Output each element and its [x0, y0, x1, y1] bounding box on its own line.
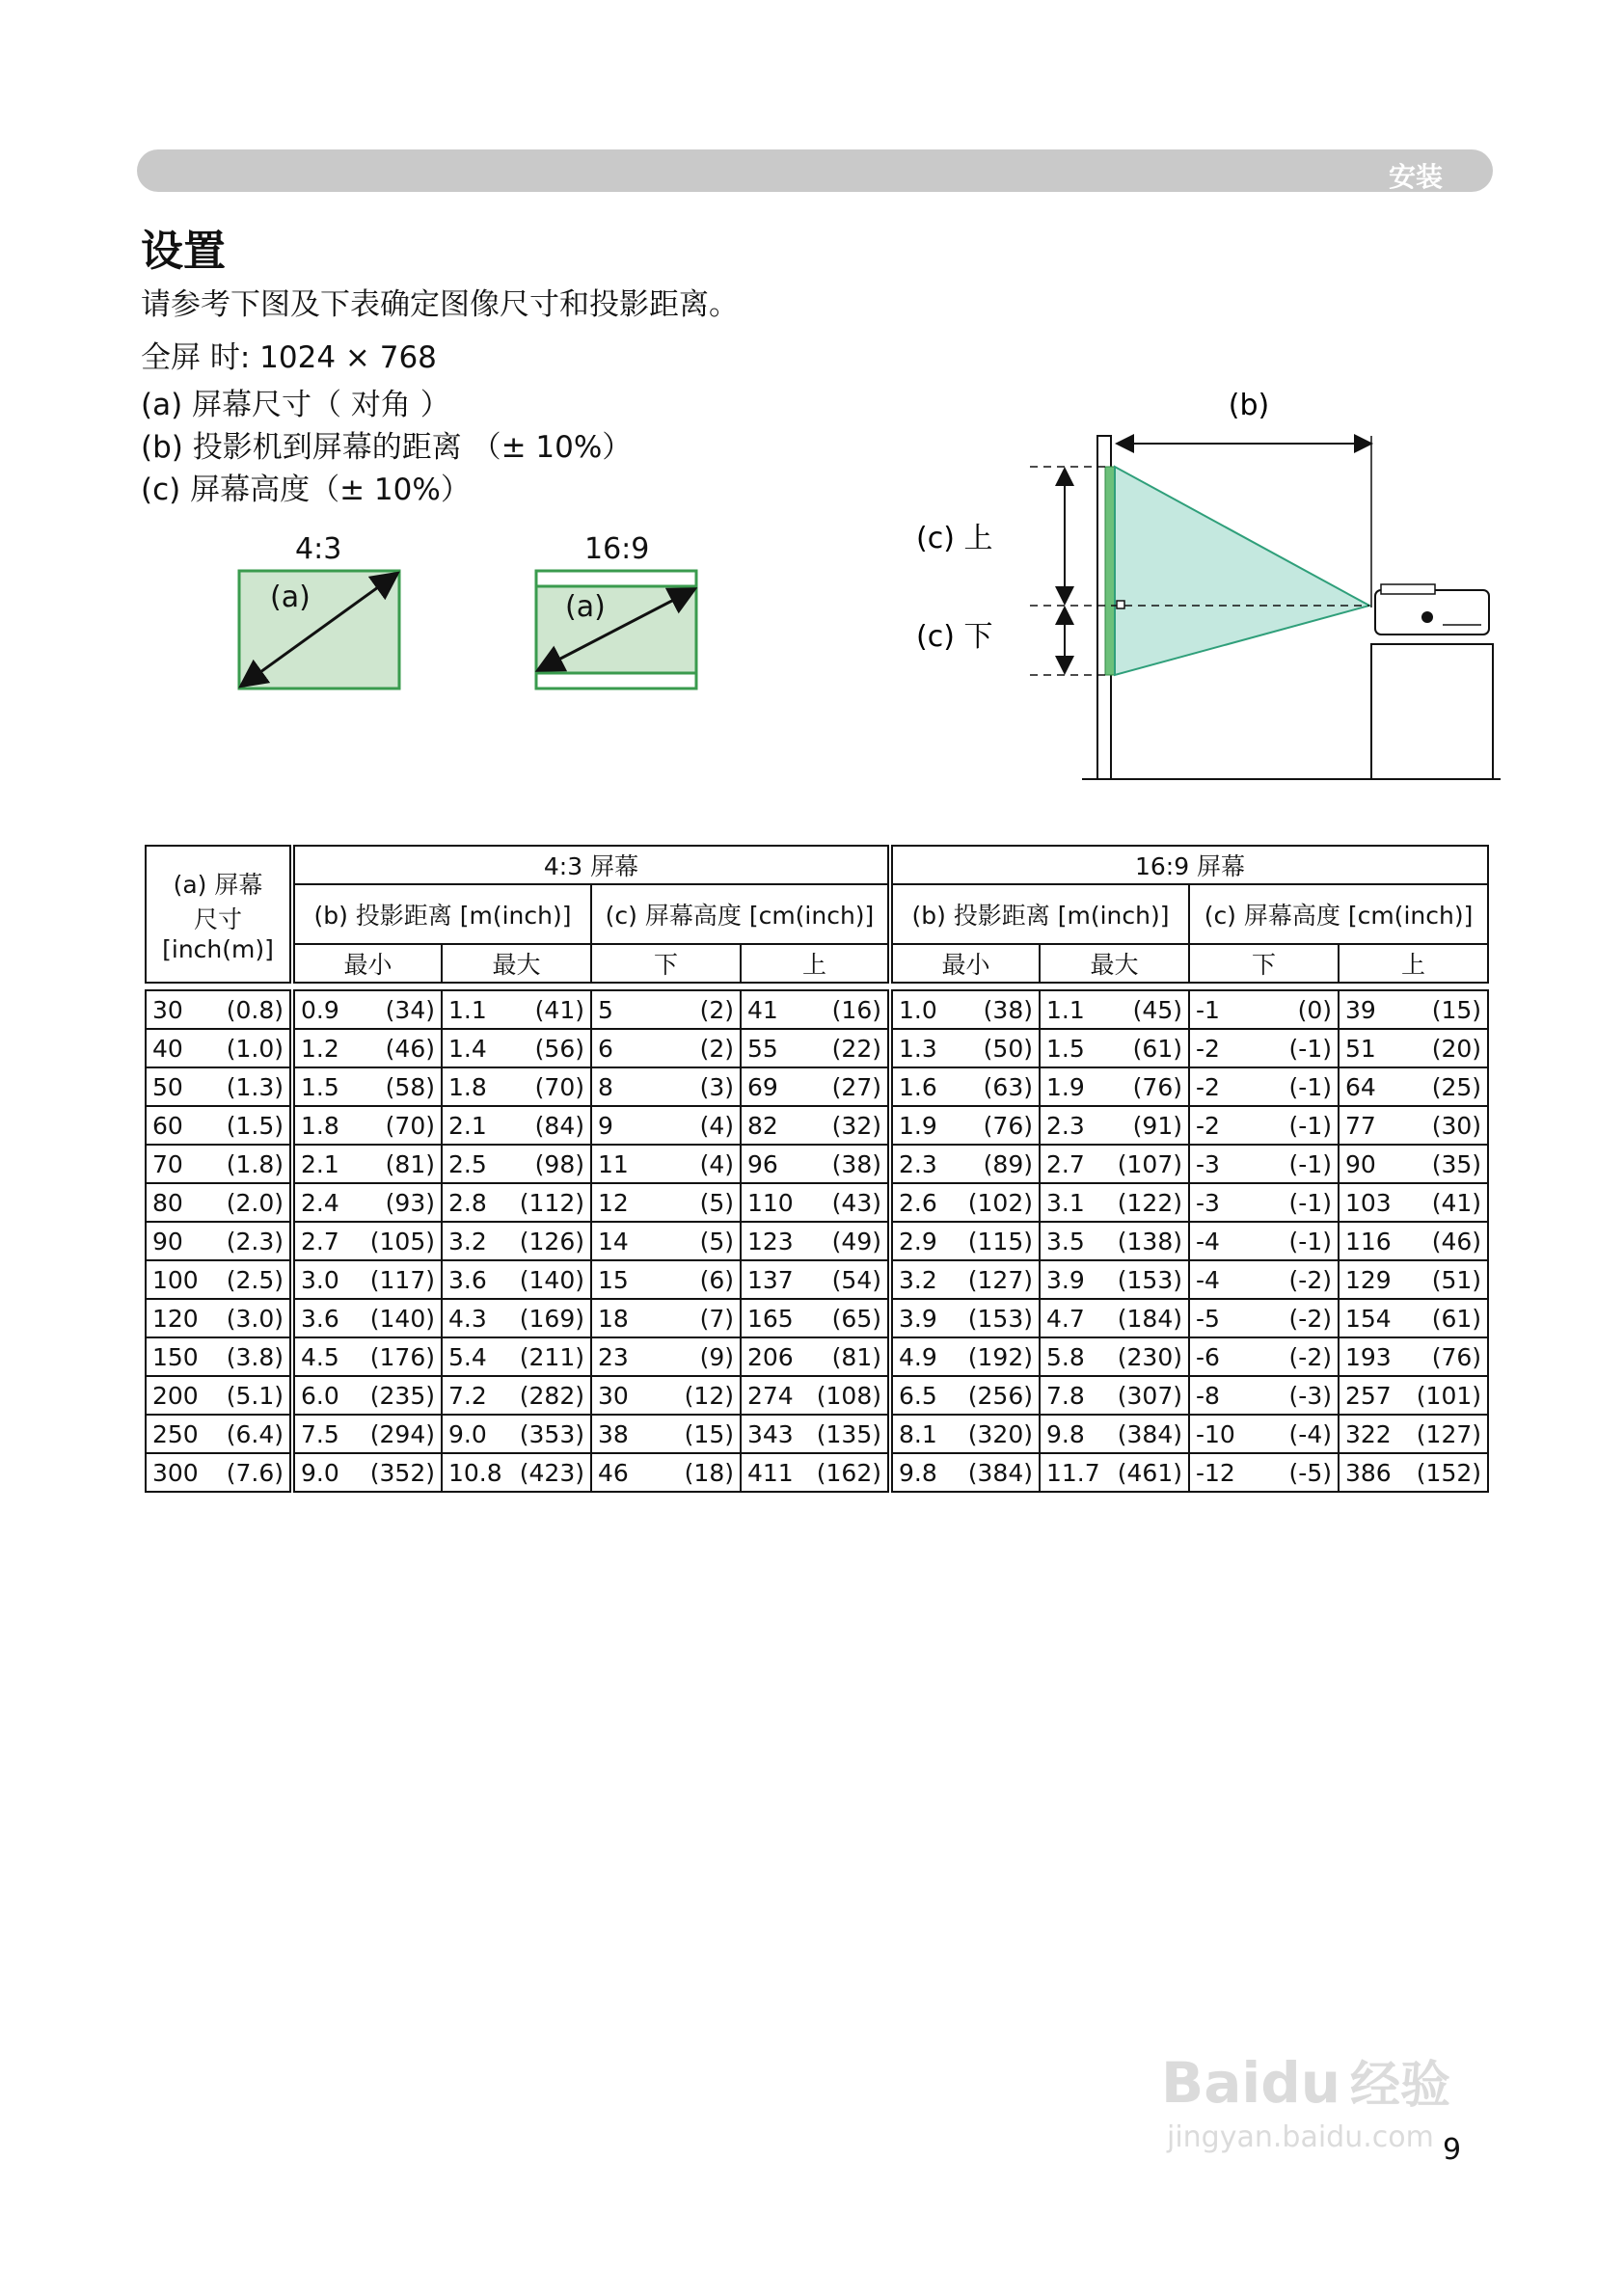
b-label: (b) — [1228, 389, 1270, 422]
aspect-169-diag-label: (a) — [565, 590, 606, 624]
table-cell: 77 (30) — [1339, 1106, 1488, 1145]
col-up: 上 — [741, 944, 890, 983]
table-cell: 30 (12) — [591, 1376, 741, 1415]
table-cell: 2.7 (107) — [1040, 1145, 1189, 1183]
table-cell: 9.0 (353) — [442, 1415, 591, 1453]
table-cell: -5 (-2) — [1189, 1299, 1339, 1337]
table-cell: 137 (54) — [741, 1260, 890, 1299]
table-cell: 1.8 (70) — [442, 1067, 591, 1106]
table-cell: 3.6 (140) — [442, 1260, 591, 1299]
table-cell: -4 (-2) — [1189, 1260, 1339, 1299]
col-down: 下 — [591, 944, 741, 983]
table-cell: 82 (32) — [741, 1106, 890, 1145]
sub-height-43: (c) 屏幕高度 [cm(inch)] — [591, 884, 890, 944]
table-cell: 6.0 (235) — [292, 1376, 442, 1415]
intro-text: 请参考下图及下表确定图像尺寸和投影距离。 — [141, 287, 739, 322]
table-cell: 30 (0.8) — [146, 990, 292, 1029]
table-cell: 100 (2.5) — [146, 1260, 292, 1299]
table-cell: 1.6 (63) — [890, 1067, 1040, 1106]
table-cell: 1.9 (76) — [1040, 1067, 1189, 1106]
table-cell: 9.8 (384) — [890, 1453, 1040, 1492]
table-cell: 2.4 (93) — [292, 1183, 442, 1222]
table-row — [146, 1337, 1488, 1376]
table-cell: 103 (41) — [1339, 1183, 1488, 1222]
baidu-watermark — [1157, 2044, 1524, 2160]
table-row — [146, 1183, 1488, 1222]
table-cell: 60 (1.5) — [146, 1106, 292, 1145]
table-cell: 165 (65) — [741, 1299, 890, 1337]
table-cell: 4.3 (169) — [442, 1299, 591, 1337]
table-cell: 343 (135) — [741, 1415, 890, 1453]
table-cell: -6 (-2) — [1189, 1337, 1339, 1376]
table-cell: 40 (1.0) — [146, 1029, 292, 1067]
table-cell: 257 (101) — [1339, 1376, 1488, 1415]
sub-distance-169: (b) 投影距离 [m(inch)] — [890, 884, 1189, 944]
projection-side-diagram — [868, 386, 1504, 791]
table-cell: -2 (-1) — [1189, 1106, 1339, 1145]
table-cell: 411 (162) — [741, 1453, 890, 1492]
svg-text:Baidu: Baidu — [1161, 2050, 1341, 2116]
table-cell: 1.5 (58) — [292, 1067, 442, 1106]
aspect-43-diag-label: (a) — [270, 580, 311, 614]
table-cell: 2.3 (91) — [1040, 1106, 1189, 1145]
col-down: 下 — [1189, 944, 1339, 983]
table-cell: 1.1 (45) — [1040, 990, 1189, 1029]
page-number: 9 — [1443, 2133, 1462, 2167]
table-cell: -12 (-5) — [1189, 1453, 1339, 1492]
col-min: 最小 — [292, 944, 442, 983]
table-cell: 1.2 (46) — [292, 1029, 442, 1067]
resolution-text: 全屏 时: 1024 × 768 — [141, 340, 437, 375]
table-cell: 51 (20) — [1339, 1029, 1488, 1067]
table-cell: 2.1 (81) — [292, 1145, 442, 1183]
table-row — [146, 1260, 1488, 1299]
table-cell: 322 (127) — [1339, 1415, 1488, 1453]
legend-item-b: (b) 投影机到屏幕的距离 （± 10%） — [141, 430, 633, 465]
table-cell: -10 (-4) — [1189, 1415, 1339, 1453]
legend-item-c: (c) 屏幕高度（± 10%） — [141, 472, 471, 507]
col-max: 最大 — [442, 944, 591, 983]
table-cell: 2.1 (84) — [442, 1106, 591, 1145]
legend-list — [141, 384, 632, 511]
table-cell: 2.3 (89) — [890, 1145, 1040, 1183]
table-cell: 8 (3) — [591, 1067, 741, 1106]
table-cell: 250 (6.4) — [146, 1415, 292, 1453]
table-cell: 7.8 (307) — [1040, 1376, 1189, 1415]
table-cell: 80 (2.0) — [146, 1183, 292, 1222]
table-cell: 3.1 (122) — [1040, 1183, 1189, 1222]
table-cell: -2 (-1) — [1189, 1029, 1339, 1067]
table-cell: 38 (15) — [591, 1415, 741, 1453]
section-header-bar — [137, 149, 1493, 192]
table-cell: 1.0 (38) — [890, 990, 1040, 1029]
table-cell: 18 (7) — [591, 1299, 741, 1337]
table-cell: 3.2 (127) — [890, 1260, 1040, 1299]
c-down-label: (c) 下 — [916, 620, 993, 654]
table-cell: 110 (43) — [741, 1183, 890, 1222]
table-stand — [1371, 644, 1493, 779]
table-cell: 9.8 (384) — [1040, 1415, 1189, 1453]
table-cell: 14 (5) — [591, 1222, 741, 1260]
table-cell: 3.6 (140) — [292, 1299, 442, 1337]
table-cell: 1.8 (70) — [292, 1106, 442, 1145]
table-cell: 2.9 (115) — [890, 1222, 1040, 1260]
table-cell: 116 (46) — [1339, 1222, 1488, 1260]
group-43-header: 4:3 屏幕 — [292, 846, 890, 884]
svg-text:jingyan.baidu.com: jingyan.baidu.com — [1167, 2120, 1434, 2154]
col-min: 最小 — [890, 944, 1040, 983]
table-cell: 4.5 (176) — [292, 1337, 442, 1376]
page-title: 设置 — [141, 227, 226, 276]
table-cell: 3.2 (126) — [442, 1222, 591, 1260]
projector-icon — [1375, 590, 1489, 634]
screen-edge — [1105, 467, 1115, 675]
aspect-43-label: 4:3 — [295, 532, 342, 566]
table-cell: 200 (5.1) — [146, 1376, 292, 1415]
table-cell: 4.9 (192) — [890, 1337, 1040, 1376]
table-cell: 12 (5) — [591, 1183, 741, 1222]
table-cell: 1.3 (50) — [890, 1029, 1040, 1067]
sub-distance-43: (b) 投影距离 [m(inch)] — [292, 884, 591, 944]
col-up: 上 — [1339, 944, 1488, 983]
table-row — [146, 1222, 1488, 1260]
table-cell: 3.0 (117) — [292, 1260, 442, 1299]
table-cell: 90 (35) — [1339, 1145, 1488, 1183]
aspect-43-diagram — [235, 567, 405, 692]
table-cell: 3.5 (138) — [1040, 1222, 1189, 1260]
table-cell: 5 (2) — [591, 990, 741, 1029]
table-cell: 1.9 (76) — [890, 1106, 1040, 1145]
table-cell: 55 (22) — [741, 1029, 890, 1067]
table-row — [146, 1145, 1488, 1183]
legend-item-a: (a) 屏幕尺寸（ 对角 ） — [141, 388, 450, 422]
table-row — [146, 1376, 1488, 1415]
table-cell: 300 (7.6) — [146, 1453, 292, 1492]
table-cell: 6.5 (256) — [890, 1376, 1040, 1415]
table-cell: 7.5 (294) — [292, 1415, 442, 1453]
group-169-header: 16:9 屏幕 — [890, 846, 1488, 884]
table-row — [146, 1106, 1488, 1145]
table-row — [146, 1029, 1488, 1067]
c-up-label: (c) 上 — [916, 522, 993, 555]
aspect-169-diagram — [532, 567, 702, 692]
table-cell: -4 (-1) — [1189, 1222, 1339, 1260]
table-cell: -2 (-1) — [1189, 1067, 1339, 1106]
table-cell: 274 (108) — [741, 1376, 890, 1415]
table-cell: 50 (1.3) — [146, 1067, 292, 1106]
table-cell: 2.6 (102) — [890, 1183, 1040, 1222]
table-cell: 386 (152) — [1339, 1453, 1488, 1492]
corner-header: (a) 屏幕 尺寸 [inch(m)] — [146, 846, 292, 983]
table-cell: 96 (38) — [741, 1145, 890, 1183]
table-cell: 1.1 (41) — [442, 990, 591, 1029]
table-cell: 70 (1.8) — [146, 1145, 292, 1183]
table-row — [146, 1299, 1488, 1337]
table-cell: 11.7 (461) — [1040, 1453, 1189, 1492]
table-cell: 8.1 (320) — [890, 1415, 1040, 1453]
table-cell: 69 (27) — [741, 1067, 890, 1106]
table-cell: 1.5 (61) — [1040, 1029, 1189, 1067]
table-row — [146, 1415, 1488, 1453]
table-cell: 3.9 (153) — [890, 1299, 1040, 1337]
table-cell: 3.9 (153) — [1040, 1260, 1189, 1299]
svg-text:经验: 经验 — [1350, 2057, 1451, 2115]
table-row — [146, 990, 1488, 1029]
table-cell: 5.8 (230) — [1040, 1337, 1189, 1376]
table-cell: 39 (15) — [1339, 990, 1488, 1029]
table-cell: 120 (3.0) — [146, 1299, 292, 1337]
table-cell: 11 (4) — [591, 1145, 741, 1183]
projection-beam — [1115, 467, 1369, 675]
table-cell: 193 (76) — [1339, 1337, 1488, 1376]
table-cell: 150 (3.8) — [146, 1337, 292, 1376]
table-row — [146, 1453, 1488, 1492]
table-cell: 5.4 (211) — [442, 1337, 591, 1376]
table-row — [146, 1067, 1488, 1106]
table-cell: 154 (61) — [1339, 1299, 1488, 1337]
sub-height-169: (c) 屏幕高度 [cm(inch)] — [1189, 884, 1488, 944]
aspect-169-label: 16:9 — [584, 532, 650, 566]
table-cell: 0.9 (34) — [292, 990, 442, 1029]
table-cell: 2.7 (105) — [292, 1222, 442, 1260]
table-cell: 41 (16) — [741, 990, 890, 1029]
table-cell: 4.7 (184) — [1040, 1299, 1189, 1337]
table-cell: 9 (4) — [591, 1106, 741, 1145]
table-cell: 90 (2.3) — [146, 1222, 292, 1260]
table-cell: 64 (25) — [1339, 1067, 1488, 1106]
table-cell: -1 (0) — [1189, 990, 1339, 1029]
col-max: 最大 — [1040, 944, 1189, 983]
section-label: 安装 — [1388, 161, 1443, 193]
table-cell: 9.0 (352) — [292, 1453, 442, 1492]
table-cell: 15 (6) — [591, 1260, 741, 1299]
table-cell: 6 (2) — [591, 1029, 741, 1067]
table-cell: -3 (-1) — [1189, 1145, 1339, 1183]
table-cell: 1.4 (56) — [442, 1029, 591, 1067]
table-cell: 129 (51) — [1339, 1260, 1488, 1299]
table-cell: 7.2 (282) — [442, 1376, 591, 1415]
table-cell: -3 (-1) — [1189, 1183, 1339, 1222]
table-cell: 123 (49) — [741, 1222, 890, 1260]
table-cell: -8 (-3) — [1189, 1376, 1339, 1415]
table-cell: 206 (81) — [741, 1337, 890, 1376]
table-cell: 10.8 (423) — [442, 1453, 591, 1492]
table-cell: 23 (9) — [591, 1337, 741, 1376]
table-cell: 46 (18) — [591, 1453, 741, 1492]
projection-table — [145, 845, 1487, 1493]
table-cell: 2.5 (98) — [442, 1145, 591, 1183]
table-cell: 2.8 (112) — [442, 1183, 591, 1222]
